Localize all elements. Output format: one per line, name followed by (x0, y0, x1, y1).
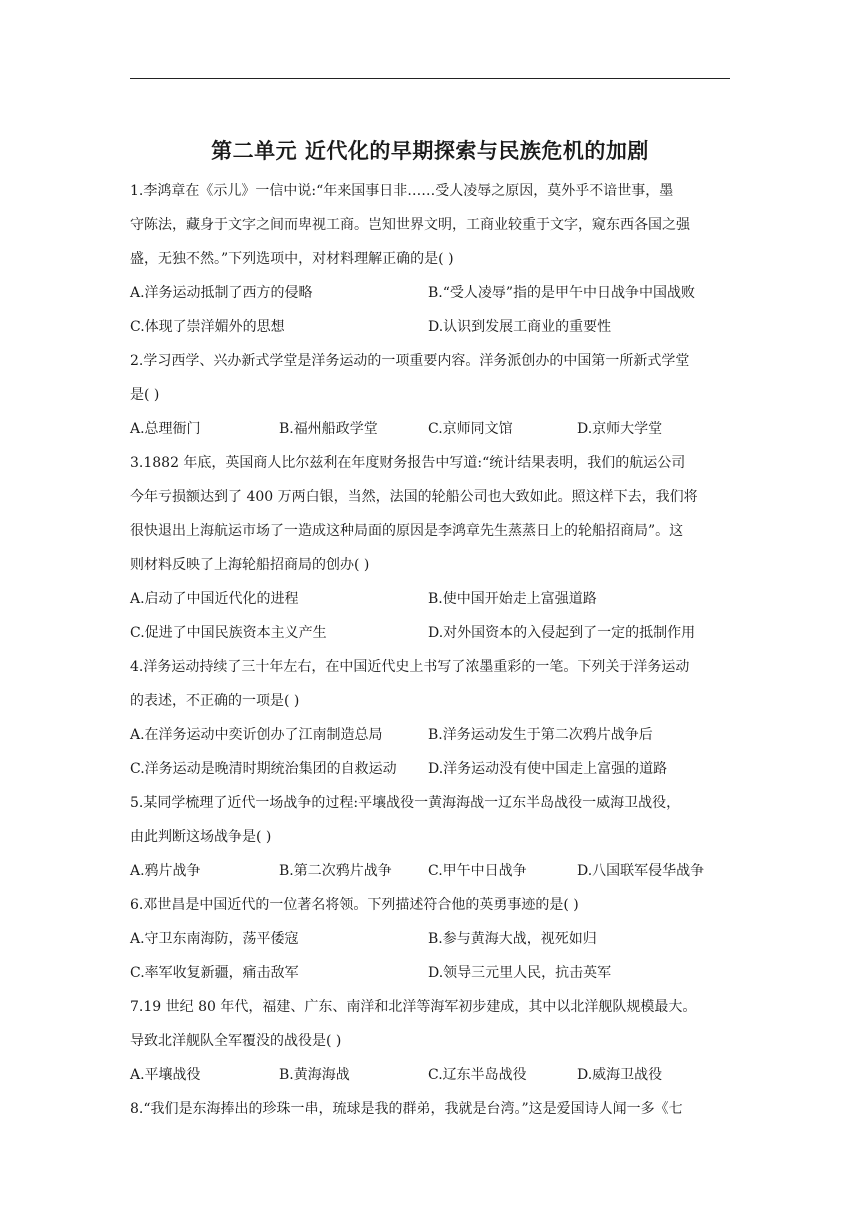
question-7-option-c: C.辽东半岛战役 (428, 1067, 527, 1083)
question-1-option-d: D.认识到发展工商业的重要性 (428, 319, 612, 335)
question-7-option-a: A.平壤战役 (130, 1067, 201, 1083)
question-6-line-1: 6.邓世昌是中国近代的一位著名将领。下列描述符合他的英勇事迹的是( ) (130, 897, 579, 913)
question-1-option-b: B.“受人凌辱”指的是甲午中日战争中国战败 (428, 285, 696, 301)
question-2-options (130, 412, 730, 446)
question-7-options (130, 1058, 730, 1092)
question-4-options-row-1 (130, 718, 730, 752)
question-5-line-2: 由此判断这场战争是( ) (130, 829, 272, 845)
question-1-options-row-1 (130, 276, 730, 310)
question-3-option-d: D.对外国资本的入侵起到了一定的抵制作用 (428, 625, 696, 641)
question-4-options-row-2 (130, 752, 730, 786)
question-2-line-2: 是( ) (130, 387, 160, 403)
question-4-option-d: D.洋务运动没有使中国走上富强的道路 (428, 761, 668, 777)
question-4-line-1: 4.洋务运动持续了三十年左右，在中国近代史上书写了浓墨重彩的一笔。下列关于洋务运动 (130, 659, 690, 675)
question-5-options (130, 854, 730, 888)
question-1-option-a: A.洋务运动抵制了西方的侵略 (130, 285, 313, 301)
question-3-line-4: 则材料反映了上海轮船招商局的创办( ) (130, 557, 370, 573)
question-list (130, 174, 730, 1126)
question-6-option-c: C.率军收复新疆，痛击敌军 (130, 965, 299, 981)
question-7-option-d: D.威海卫战役 (577, 1067, 663, 1083)
question-4-option-b: B.洋务运动发生于第二次鸦片战争后 (428, 727, 653, 743)
question-1-option-c: C.体现了崇洋媚外的思想 (130, 319, 285, 335)
question-1-line-1: 1.李鸿章在《示儿》一信中说:“年来国事日非……受人凌辱之原因，莫外乎不谙世事，墨 (130, 183, 674, 199)
question-4-option-a: A.在洋务运动中奕䜣创办了江南制造总局 (130, 727, 383, 743)
question-3-options-row-2 (130, 616, 730, 650)
question-3-option-c: C.促进了中国民族资本主义产生 (130, 625, 327, 641)
question-6-options-row-1 (130, 922, 730, 956)
question-7-option-b: B.黄海海战 (279, 1067, 350, 1083)
question-2-option-d: D.京师大学堂 (577, 421, 663, 437)
question-3-line-2: 今年亏损额达到了 400 万两白银，当然，法国的轮船公司也大致如此。照这样下去，我们将 (130, 489, 698, 505)
question-3-line-1: 3.1882 年底，英国商人比尔兹利在年度财务报告中写道:“统计结果表明，我们的航运公司 (130, 455, 686, 471)
question-1-line-2: 守陈法，藏身于文字之间而卑视工商。岂知世界文明，工商业较重于文字，窥东西各国之强 (130, 217, 690, 233)
question-2-line-1: 2.学习西学、兴办新式学堂是洋务运动的一项重要内容。洋务派创办的中国第一所新式学堂 (130, 353, 690, 369)
question-4-line-2: 的表述，不正确的一项是( ) (130, 693, 300, 709)
question-4-option-c: C.洋务运动是晚清时期统治集团的自救运动 (130, 761, 397, 777)
question-7-line-2: 导致北洋舰队全军覆没的战役是( ) (130, 1033, 342, 1049)
question-2-option-c: C.京师同文馆 (428, 421, 513, 437)
question-6-option-a: A.守卫东南海防，荡平倭寇 (130, 931, 299, 947)
question-5-option-d: D.八国联军侵华战争 (577, 863, 705, 879)
question-7-line-1: 7.19 世纪 80 年代，福建、广东、南洋和北洋等海军初步建成，其中以北洋舰队规模最大。 (130, 999, 697, 1015)
question-6-option-d: D.领导三元里人民，抗击英军 (428, 965, 612, 981)
question-5-line-1: 5.某同学梳理了近代一场战争的过程:平壤战役一黄海海战一辽东半岛战役一威海卫战役， (130, 795, 681, 811)
header-rule (130, 78, 730, 79)
question-3-option-a: A.启动了中国近代化的进程 (130, 591, 299, 607)
question-3-options-row-1 (130, 582, 730, 616)
question-3-option-b: B.使中国开始走上富强道路 (428, 591, 597, 607)
page-title: 第二单元 近代化的早期探索与民族危机的加剧 (211, 139, 649, 163)
question-6-option-b: B.参与黄海大战，视死如归 (428, 931, 597, 947)
question-5-option-a: A.鸦片战争 (130, 863, 201, 879)
question-2-option-a: A.总理衙门 (130, 421, 201, 437)
question-1-line-3: 盛，无独不然。”下列选项中，对材料理解正确的是( ) (130, 251, 454, 267)
question-8-line-1: 8.“我们是东海捧出的珍珠一串，琉球是我的群弟，我就是台湾。”这是爱国诗人闻一多《七 (130, 1101, 683, 1117)
question-6-options-row-2 (130, 956, 730, 990)
question-1-options-row-2 (130, 310, 730, 344)
question-5-option-c: C.甲午中日战争 (428, 863, 527, 879)
question-2-option-b: B.福州船政学堂 (279, 421, 378, 437)
question-5-option-b: B.第二次鸦片战争 (279, 863, 392, 879)
question-3-line-3: 很快退出上海航运市场了一造成这种局面的原因是李鸿章先生蒸蒸日上的轮船招商局”。这 (130, 523, 684, 539)
